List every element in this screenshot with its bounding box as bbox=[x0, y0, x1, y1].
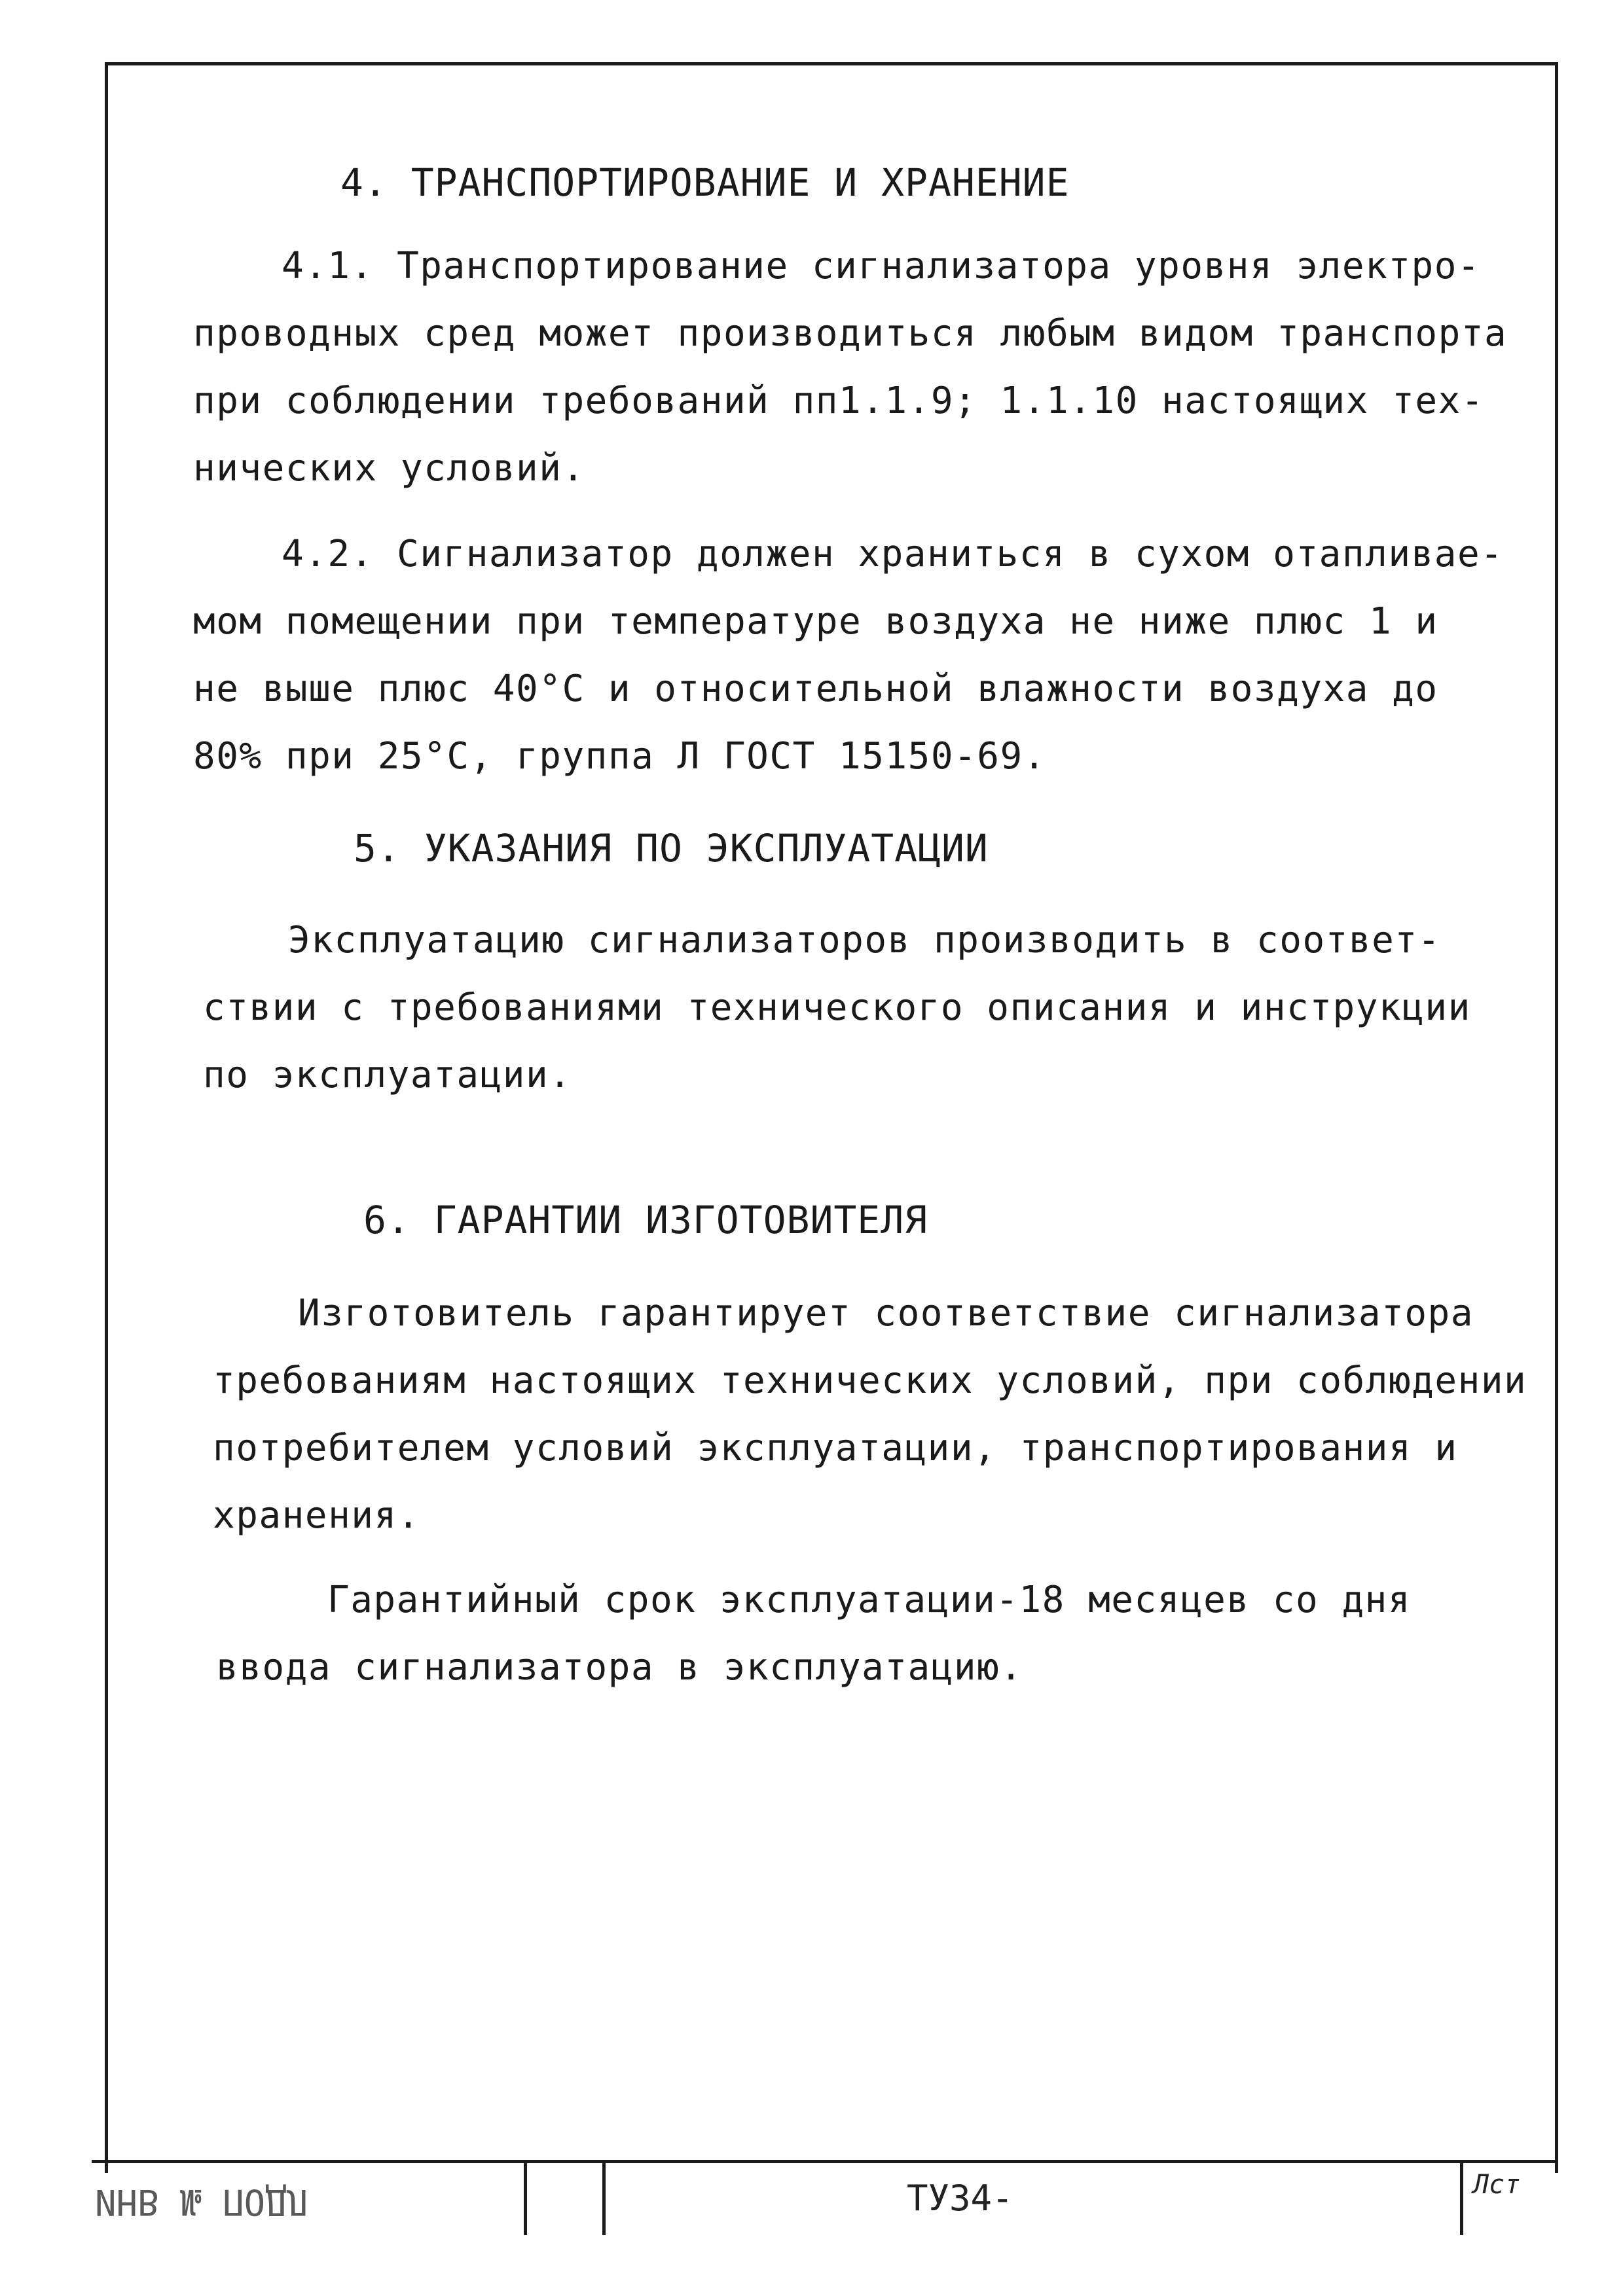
section-4-heading: 4. ТРАНСПОРТИРОВАНИЕ И ХРАНЕНИЕ bbox=[340, 160, 1070, 205]
para-line: 4.1. Транспортирование сигнализатора уровня электро- bbox=[282, 245, 1481, 287]
para-line: Гарантийный срок эксплуатации-18 месяцев со дня bbox=[327, 1579, 1412, 1621]
document-code: ТУ34- bbox=[907, 2178, 1013, 2219]
para-line: требованиям настоящих технических условий, при соблюдении bbox=[213, 1359, 1527, 1402]
para-line: хранения. bbox=[213, 1494, 420, 1537]
para-line: по эксплуатации. bbox=[203, 1054, 572, 1096]
para-line: потребителем условий эксплуатации, транспортирования и bbox=[213, 1427, 1458, 1469]
section-5-heading: 5. УКАЗАНИЯ ПО ЭКСПЛУАТАЦИИ bbox=[354, 826, 989, 870]
para-line: не выше плюс 40°С и относительной влажности воздуха до bbox=[193, 668, 1438, 710]
para-line: 4.2. Сигнализатор должен храниться в сухом отапливае- bbox=[282, 533, 1504, 575]
para-line: ввода сигнализатора в эксплуатацию. bbox=[216, 1646, 1023, 1689]
para-line: проводных сред может производиться любым видом транспорта bbox=[193, 312, 1508, 355]
para-line: 80% при 25°С, группа Л ГОСТ 15150-69. bbox=[193, 735, 1046, 778]
title-block-divider bbox=[1460, 2163, 1463, 2235]
title-block-divider bbox=[602, 2163, 606, 2235]
para-line: при соблюдении требований пп1.1.9; 1.1.10 настоящих тех- bbox=[193, 380, 1485, 422]
section-6-heading: 6. ГАРАНТИИ ИЗГОТОВИТЕЛЯ bbox=[363, 1198, 928, 1242]
sheet-label: Лст bbox=[1473, 2170, 1521, 2200]
title-block bbox=[92, 2160, 1555, 2242]
para-line: Эксплуатацию сигнализаторов производить в соответ- bbox=[288, 919, 1441, 961]
inventory-label: ИНВ № ПОДЛ bbox=[95, 2181, 308, 2223]
para-line: Изготовитель гарантирует соответствие сигнализатора bbox=[298, 1292, 1474, 1335]
title-block-divider bbox=[524, 2163, 527, 2235]
para-line: мом помещении при температуре воздуха не ниже плюс 1 и bbox=[193, 600, 1438, 643]
para-line: нических условий. bbox=[193, 447, 585, 490]
para-line: ствии с требованиями технического описания и инструкции bbox=[203, 986, 1471, 1029]
